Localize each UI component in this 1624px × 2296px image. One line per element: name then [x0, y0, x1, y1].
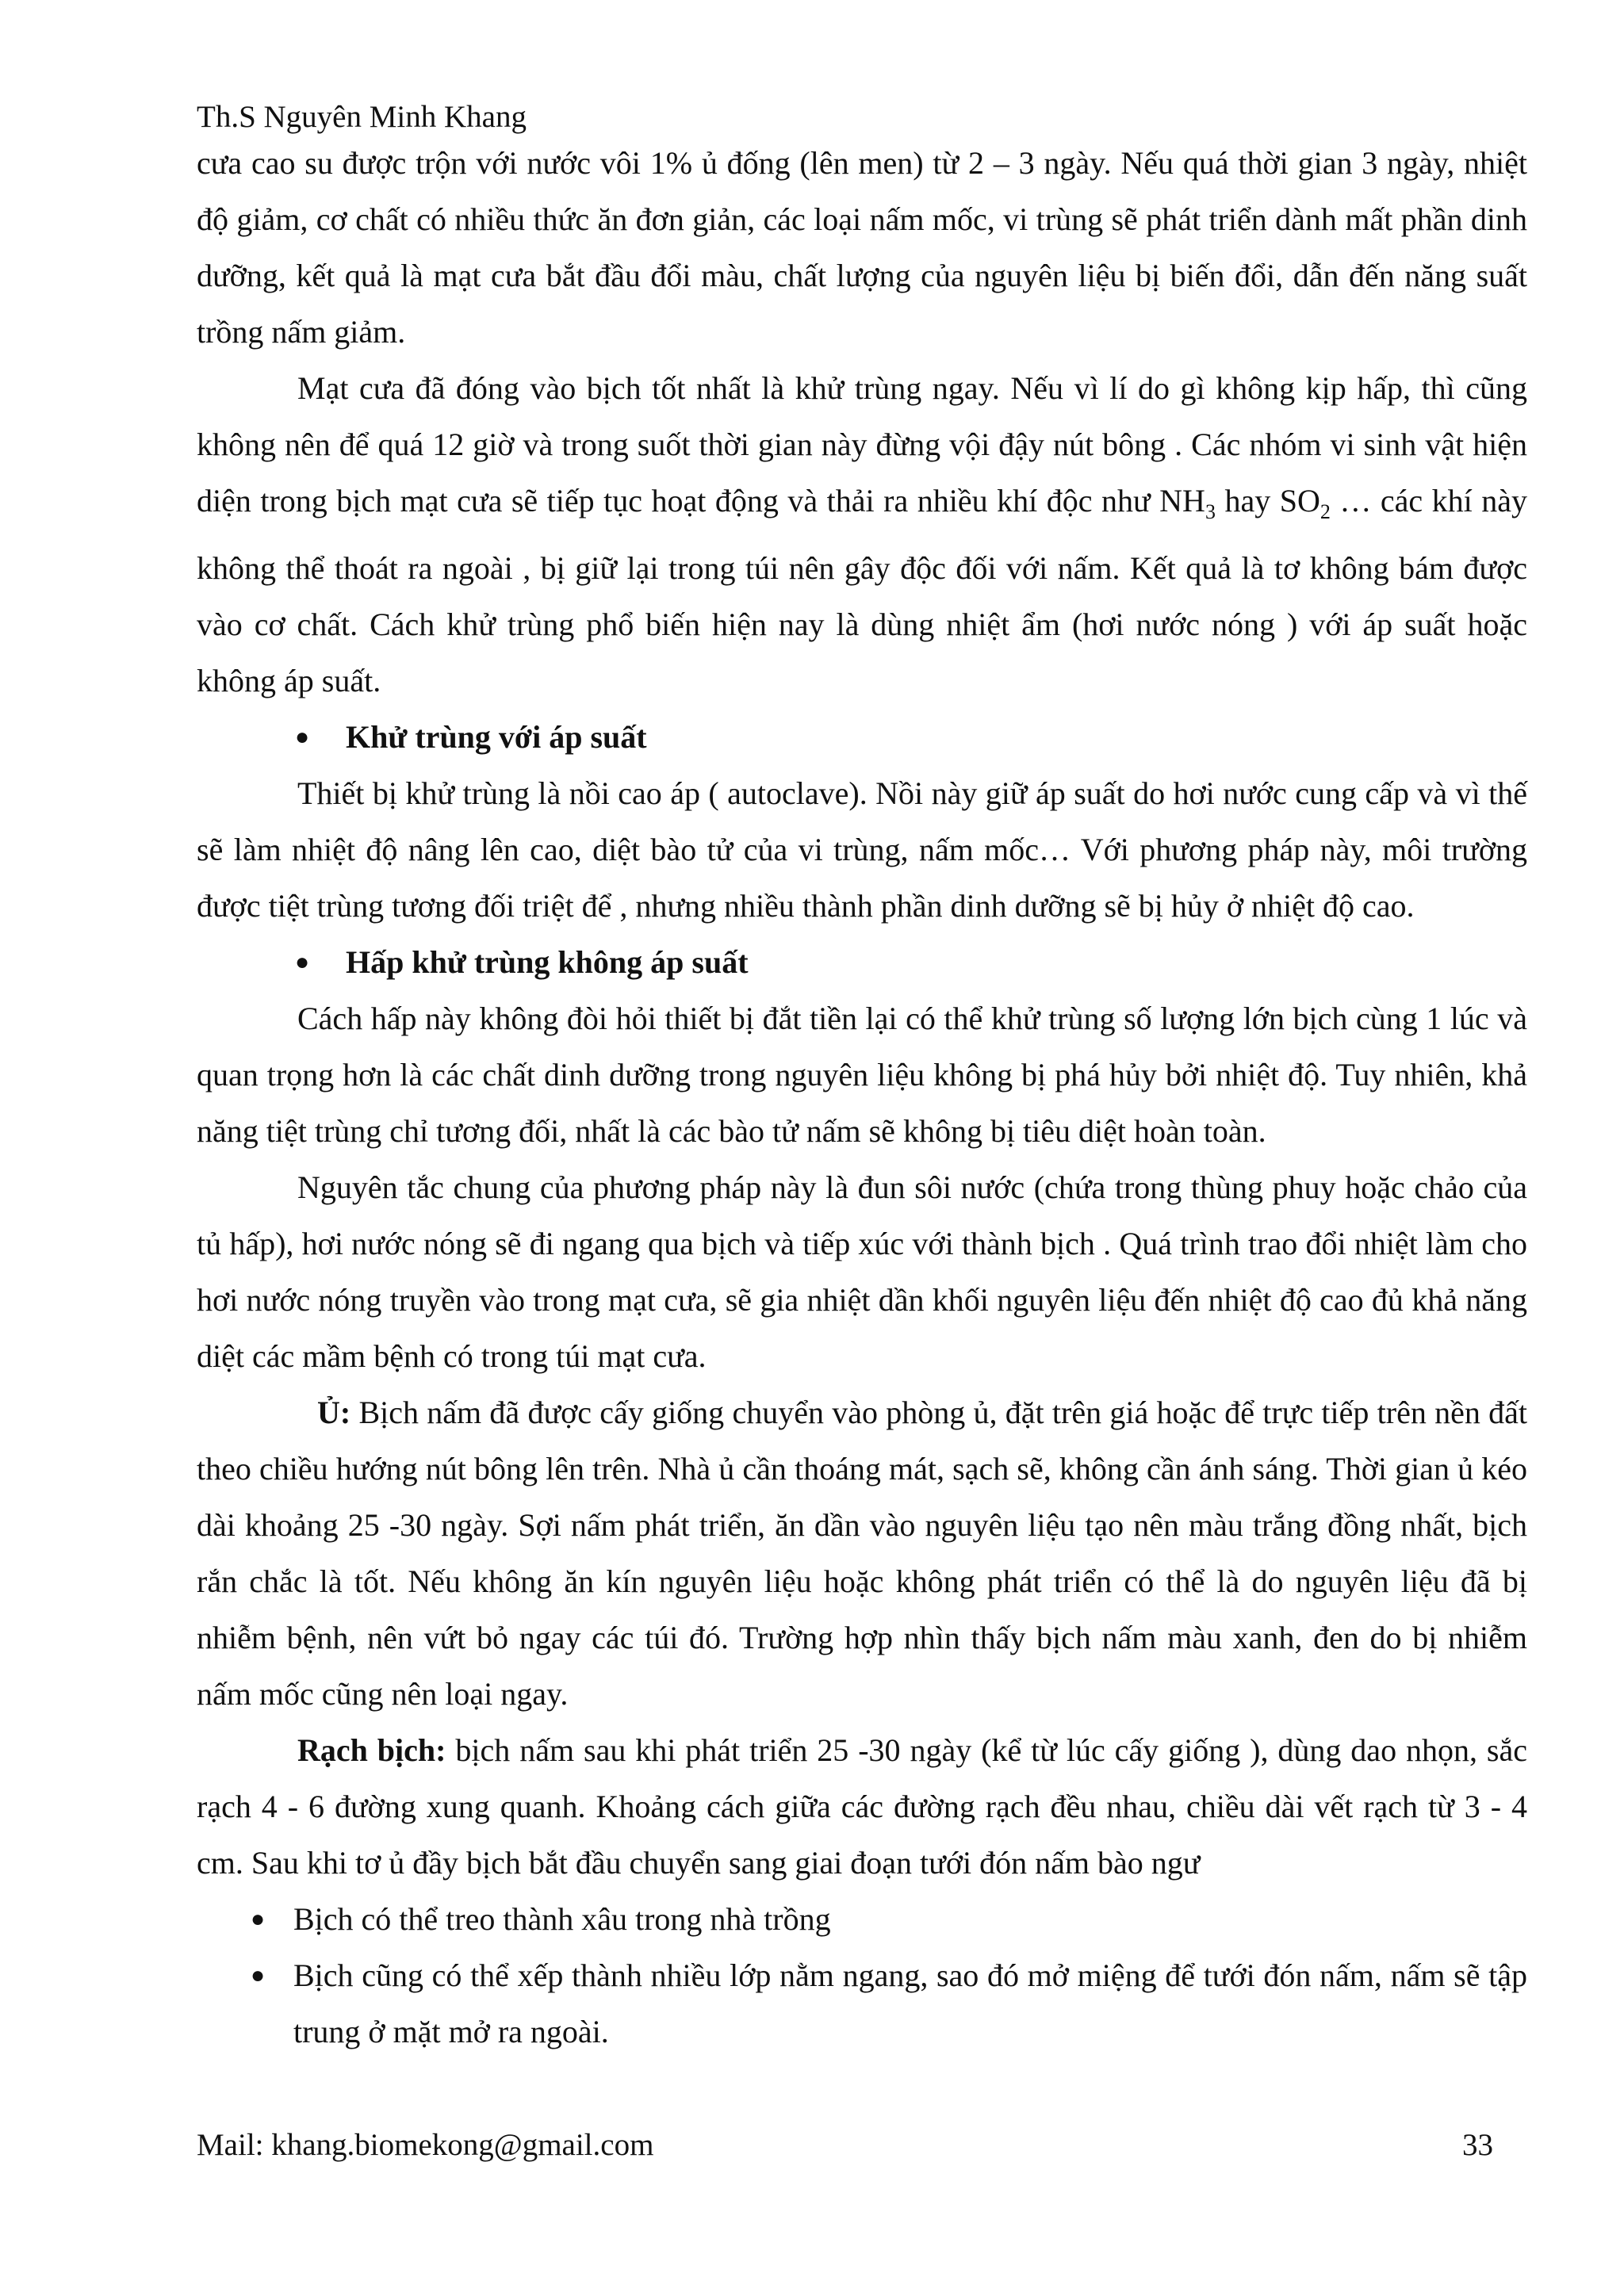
section-heading-no-pressure-text: Hấp khử trùng không áp suất [346, 944, 749, 980]
section-heading-no-pressure [197, 934, 1527, 990]
bullet-icon: ● [251, 1962, 266, 1988]
paragraph-6 [197, 1384, 1527, 1722]
paragraph-7 [197, 1722, 1527, 1891]
paragraph-2-part-a: Mạt cưa đã đóng vào bịch tốt nhất là khử trùng ngay. Nếu vì lí do gì không kịp hấp, thì cũng không nên để quá 12 giờ và trong suốt thời gian này đừng vội đậy nút bông . Các nhóm vi sinh vật hiện diện trong bịch mạt cưa sẽ tiếp tục hoạt động và thải ra nhiều khí độc như NH [197, 370, 1527, 519]
section-heading-pressure-text: Khử trùng với áp suất [346, 719, 647, 755]
bullet-icon: ● [295, 949, 310, 975]
paragraph-2-part-c: … các khí này không thể thoát ra ngoài , bị giữ lại trong túi nên gây độc đối với nấm. Kết quả là tơ không bám được vào cơ chất. Cách khử trùng phổ biến hiện nay là dùng nhiệt ẩm (hơi nước nóng ) với áp suất hoặc không áp suất. [197, 483, 1527, 698]
document-body [197, 135, 1527, 2060]
list-item-text: Bịch cũng có thể xếp thành nhiều lớp nằm ngang, sao đó mở miệng để tưới đón nấm, nấm sẽ tập trung ở mặt mở ra ngoài. [293, 1957, 1527, 2049]
paragraph-7-label: Rạch bịch: [297, 1732, 446, 1768]
subscript-so2: 2 [1320, 500, 1331, 523]
paragraph-6-text: Bịch nấm đã được cấy giống chuyển vào phòng ủ, đặt trên giá hoặc để trực tiếp trên nền đất theo chiều hướng nút bông lên trên. Nhà ủ cần thoáng mát, sạch sẽ, không cần ánh sáng. Thời gian ủ kéo dài khoảng 25 -30 ngày. Sợi nấm phát triển, ăn dần vào nguyên liệu tạo nên màu trắng đồng nhất, bịch rắn chắc là tốt. Nếu không ăn kín nguyên liệu hoặc không phát triển có thể là do nguyên liệu đã bị nhiễm bệnh, nên vứt bỏ ngay các túi đó. Trường hợp nhìn thấy bịch nấm màu xanh, đen do bị nhiễm nấm mốc cũng nên loại ngay. [197, 1395, 1527, 1712]
list-item-text: Bịch có thể treo thành xâu trong nhà trồng [293, 1901, 831, 1937]
paragraph-3: Thiết bị khử trùng là nồi cao áp ( autoclave). Nồi này giữ áp suất do hơi nước cung cấp và vì thế sẽ làm nhiệt độ nâng lên cao, diệt bào tử của vi trùng, nấm mốc… Với phương pháp này, môi trường được tiệt trùng tương đối triệt để , nhưng nhiều thành phần dinh dưỡng sẽ bị hủy ở nhiệt độ cao. [197, 775, 1527, 924]
section-heading-pressure [197, 709, 1527, 765]
paragraph-5: Nguyên tắc chung của phương pháp này là đun sôi nước (chứa trong thùng phuy hoặc chảo của tủ hấp), hơi nước nóng sẽ đi ngang qua bịch và tiếp xúc với thành bịch . Quá trình trao đổi nhiệt làm cho hơi nước nóng truyền vào trong mạt cưa, sẽ gia nhiệt dần khối nguyên liệu đến nhiệt độ cao đủ khả năng diệt các mầm bệnh có trong túi mạt cưa. [197, 1169, 1527, 1374]
page-number: 33 [1462, 2128, 1493, 2162]
paragraph-4: Cách hấp này không đòi hỏi thiết bị đắt tiền lại có thể khử trùng số lượng lớn bịch cùng 1 lúc và quan trọng hơn là các chất dinh dưỡng trong nguyên liệu không bị phá hủy bởi nhiệt độ. Tuy nhiên, khả năng tiệt trùng chỉ tương đối, nhất là các bào tử nấm sẽ không bị tiêu diệt hoàn toàn. [197, 1001, 1527, 1149]
list-item [197, 1891, 1527, 1947]
bullet-icon: ● [251, 1906, 266, 1932]
page-header-author: Th.S Nguyên Minh Khang [197, 100, 527, 134]
paragraph-6-label: Ủ: [317, 1395, 351, 1430]
subscript-nh3: 3 [1205, 500, 1216, 523]
paragraph-2 [197, 360, 1527, 709]
list-item [197, 1947, 1527, 2060]
paragraph-7-text: bịch nấm sau khi phát triển 25 -30 ngày (kể từ lúc cấy giống ), dùng dao nhọn, sắc rạch 4 - 6 đường xung quanh. Khoảng cách giữa các đường rạch đều nhau, chiều dài vết rạch từ 3 - 4 cm. Sau khi tơ ủ đầy bịch bắt đầu chuyển sang giai đoạn tưới đón nấm bào ngư [197, 1732, 1527, 1881]
footer-mail: Mail: khang.biomekong@gmail.com [197, 2128, 654, 2162]
paragraph-2-part-b: hay SO [1215, 483, 1320, 519]
bullet-icon: ● [295, 724, 310, 750]
paragraph-1: cưa cao su được trộn với nước vôi 1% ủ đống (lên men) từ 2 – 3 ngày. Nếu quá thời gian 3 ngày, nhiệt độ giảm, cơ chất có nhiều thức ăn đơn giản, các loại nấm mốc, vi trùng sẽ phát triển dành mất phần dinh dưỡng, kết quả là mạt cưa bắt đầu đổi màu, chất lượng của nguyên liệu bị biến đổi, dẫn đến năng suất trồng nấm giảm. [197, 145, 1527, 350]
